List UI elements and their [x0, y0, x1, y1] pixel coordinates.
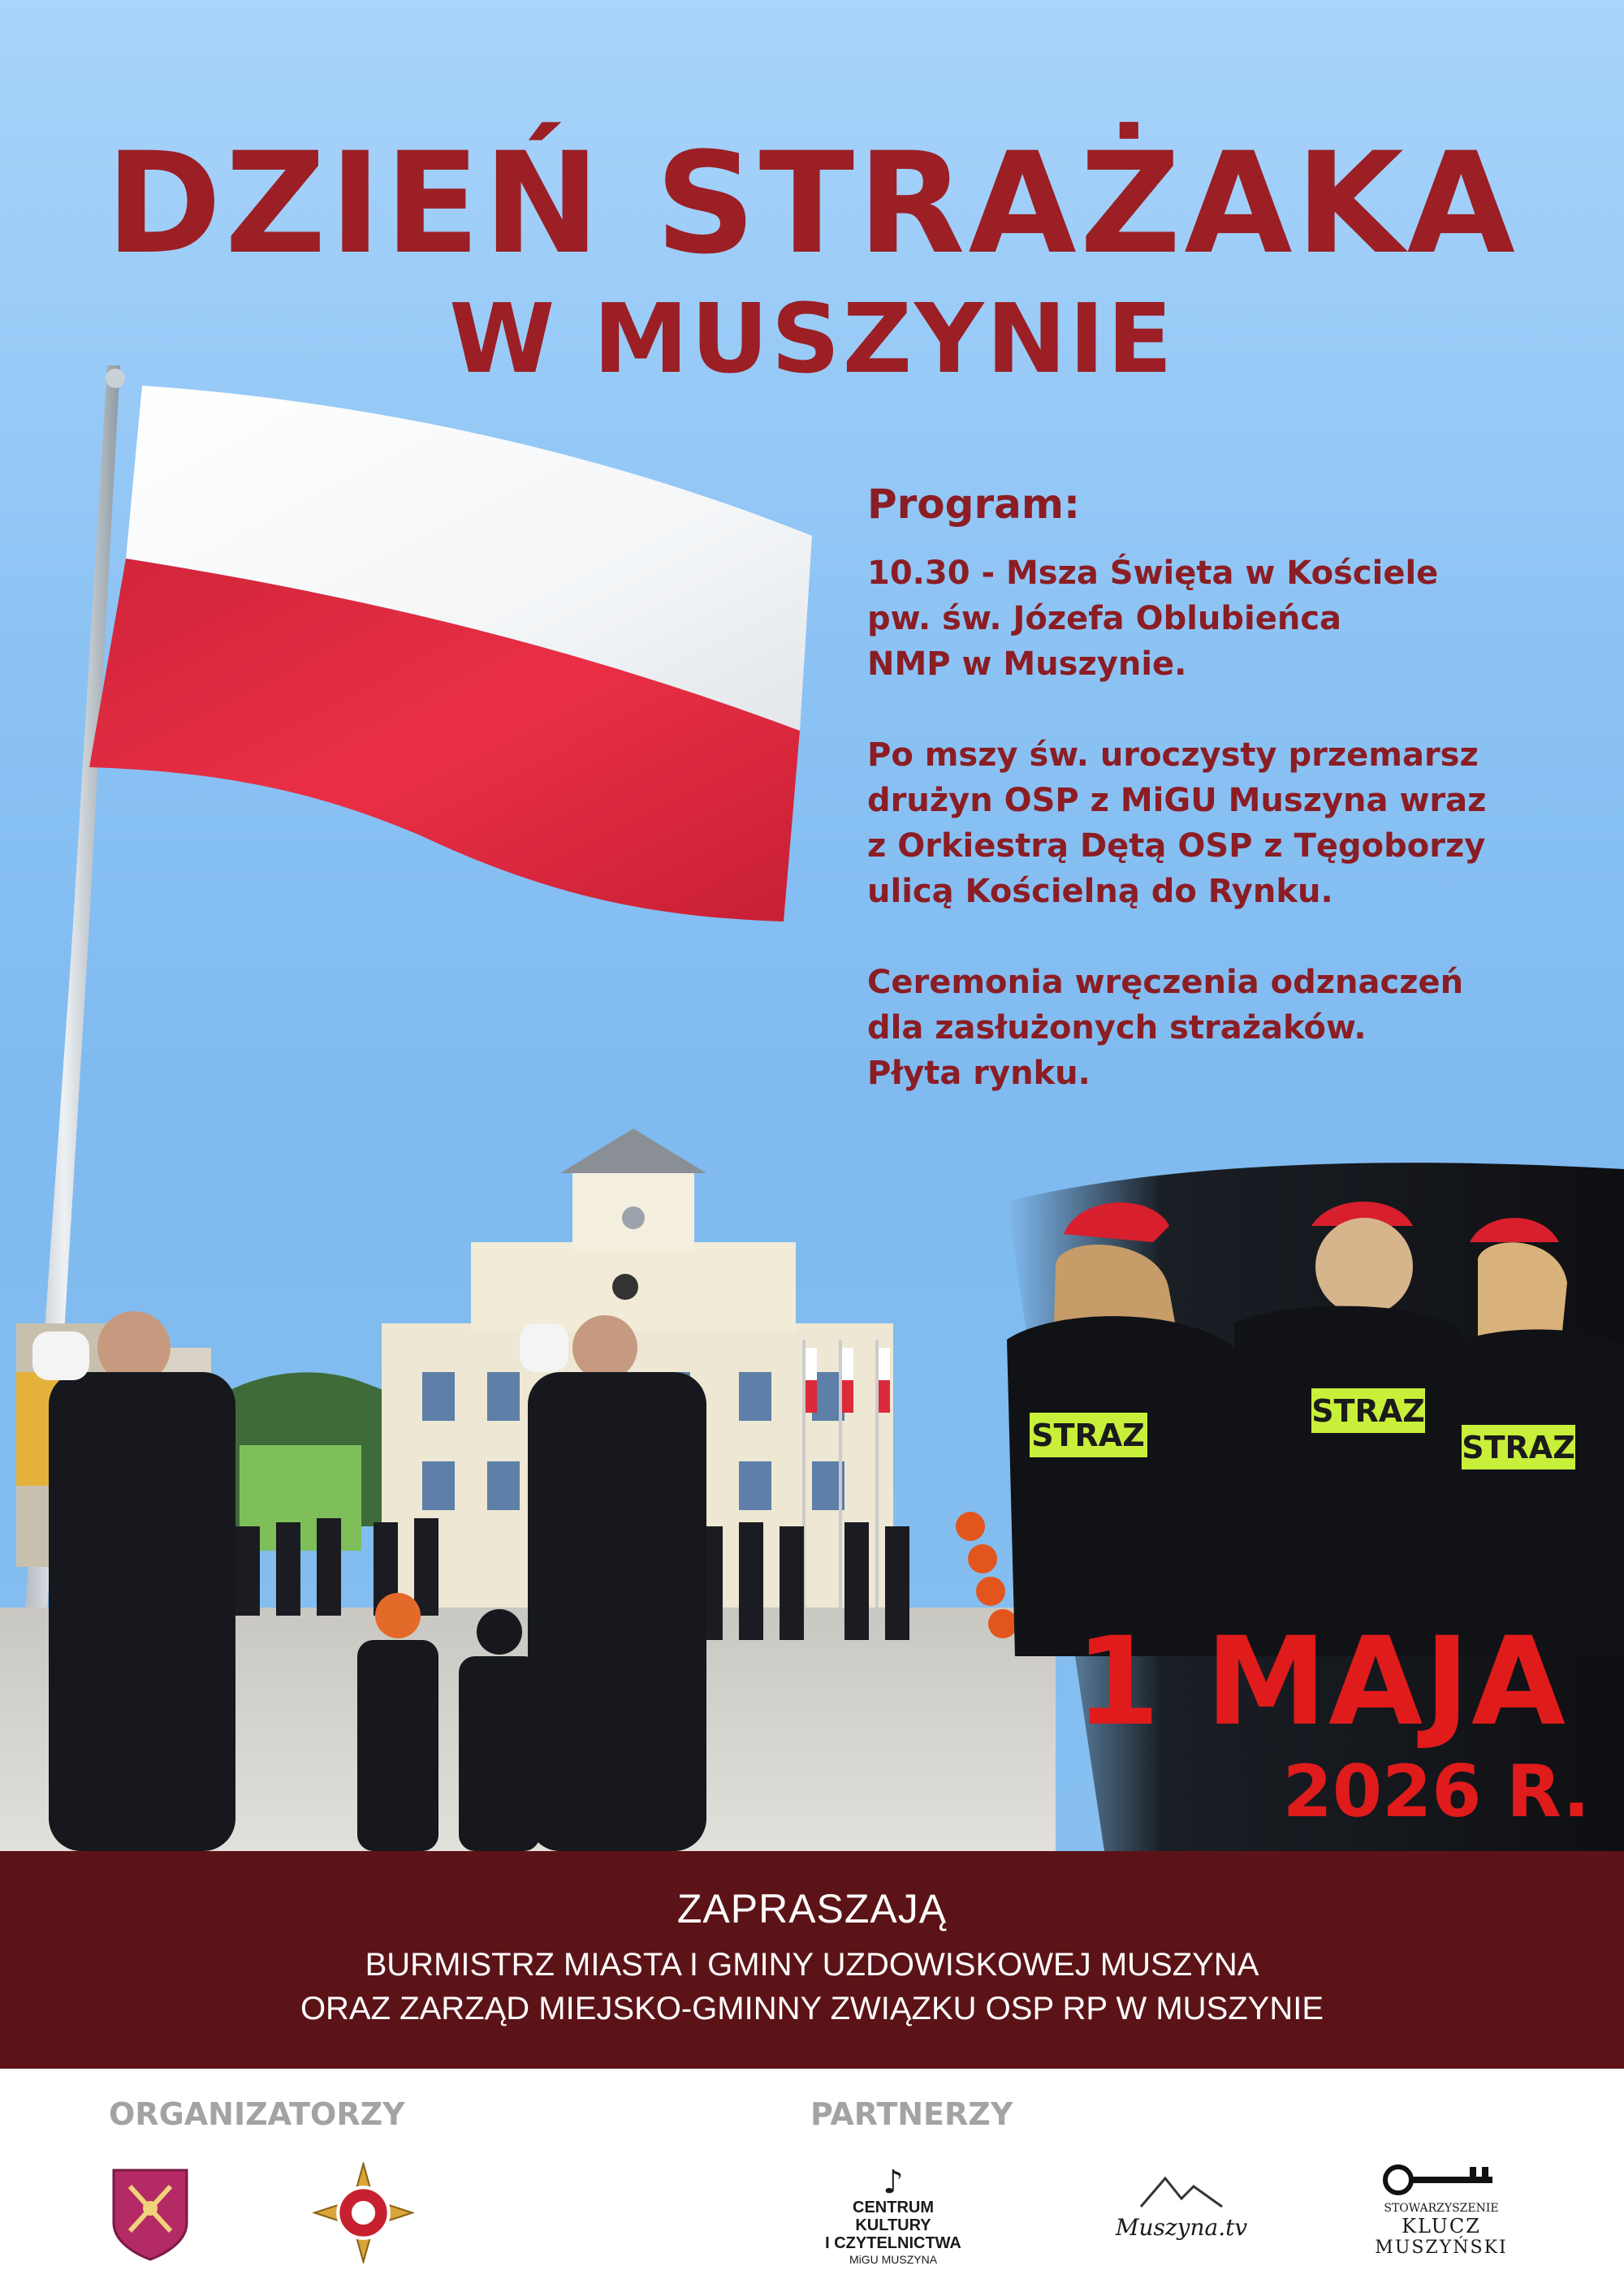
- logo-text-line: I CZYTELNICTWA: [825, 2234, 961, 2252]
- key-icon: [1380, 2162, 1502, 2199]
- event-year: 2026 R.: [1282, 1750, 1590, 1833]
- muszyna-tv-text: Muszyna.tv: [1115, 2214, 1248, 2241]
- music-note-icon: ♪: [883, 2164, 904, 2201]
- logo-text-line: CENTRUM: [853, 2199, 934, 2216]
- logo-text-line: MiGU MUSZYNA: [849, 2253, 938, 2266]
- program-item-march: [867, 732, 1598, 914]
- jacket-label: STRAZ: [1462, 1430, 1575, 1465]
- title-line-1: DZIEŃ STRAŻAKA: [106, 122, 1518, 285]
- clock-icon: [612, 1274, 638, 1300]
- invitation-line-1: BURMISTRZ MIASTA I GMINY UZDOWISKOWEJ MUSZYNA: [365, 1947, 1259, 1983]
- organizers-heading: ORGANIZATORZY: [109, 2096, 405, 2132]
- program-line: Płyta rynku.: [867, 1055, 1091, 1092]
- program-line: z Orkiestrą Dętą OSP z Tęgoborzy: [867, 827, 1486, 865]
- jacket-label: STRAZ: [1311, 1393, 1425, 1429]
- program-item-ceremony: [867, 960, 1598, 1096]
- invitation-band: [0, 1851, 1624, 2069]
- logo-text-line: KLUCZ: [1402, 2215, 1481, 2238]
- footer: [0, 2069, 1624, 2296]
- program-line: NMP w Muszynie.: [867, 645, 1187, 683]
- muszyna-coat-of-arms-icon: [110, 2166, 191, 2264]
- logo-text-line: STOWARZYSZENIE: [1384, 2202, 1499, 2215]
- partners-heading: PARTNERZY: [810, 2096, 1013, 2132]
- program-line: drużyn OSP z MiGU Muszyna wraz: [867, 782, 1487, 819]
- program-line: Ceremonia wręczenia odznaczeń: [867, 964, 1464, 1001]
- logo-text-line: MUSZYŃSKI: [1375, 2238, 1508, 2258]
- invitation-line-2: ORAZ ZARZĄD MIEJSKO-GMINNY ZWIĄZKU OSP RP W MUSZYNIE: [300, 1991, 1324, 2026]
- muszyna-tv-logo: [1108, 2170, 1255, 2241]
- tower-window: [622, 1206, 645, 1229]
- program-item-mass: [867, 550, 1598, 687]
- program-line: ulicą Kościelną do Rynku.: [867, 873, 1333, 910]
- centrum-kultury-logo: [812, 2166, 974, 2267]
- event-day: 1 MAJA: [1075, 1612, 1567, 1753]
- jacket-label: STRAZ: [1031, 1418, 1145, 1453]
- osp-emblem-icon: [313, 2162, 414, 2264]
- program-line: Po mszy św. uroczysty przemarsz: [867, 736, 1479, 774]
- logo-text-line: KULTURY: [855, 2216, 931, 2234]
- klucz-muszynski-logo: [1348, 2162, 1535, 2258]
- invitation-heading: ZAPRASZAJĄ: [676, 1886, 948, 1931]
- title-line-2: W MUSZYNIE: [449, 283, 1175, 395]
- program-heading: Program:: [867, 481, 1080, 528]
- program-section: [867, 481, 1598, 1142]
- officer-right: [520, 1315, 706, 1851]
- tower-roof: [560, 1129, 706, 1173]
- mountain-icon: [1137, 2170, 1226, 2211]
- officer-left: [32, 1311, 235, 1851]
- program-line: 10.30 - Msza Święta w Kościele: [867, 555, 1439, 592]
- program-line: dla zasłużonych strażaków.: [867, 1009, 1367, 1047]
- program-line: pw. św. Józefa Oblubieńca: [867, 600, 1342, 637]
